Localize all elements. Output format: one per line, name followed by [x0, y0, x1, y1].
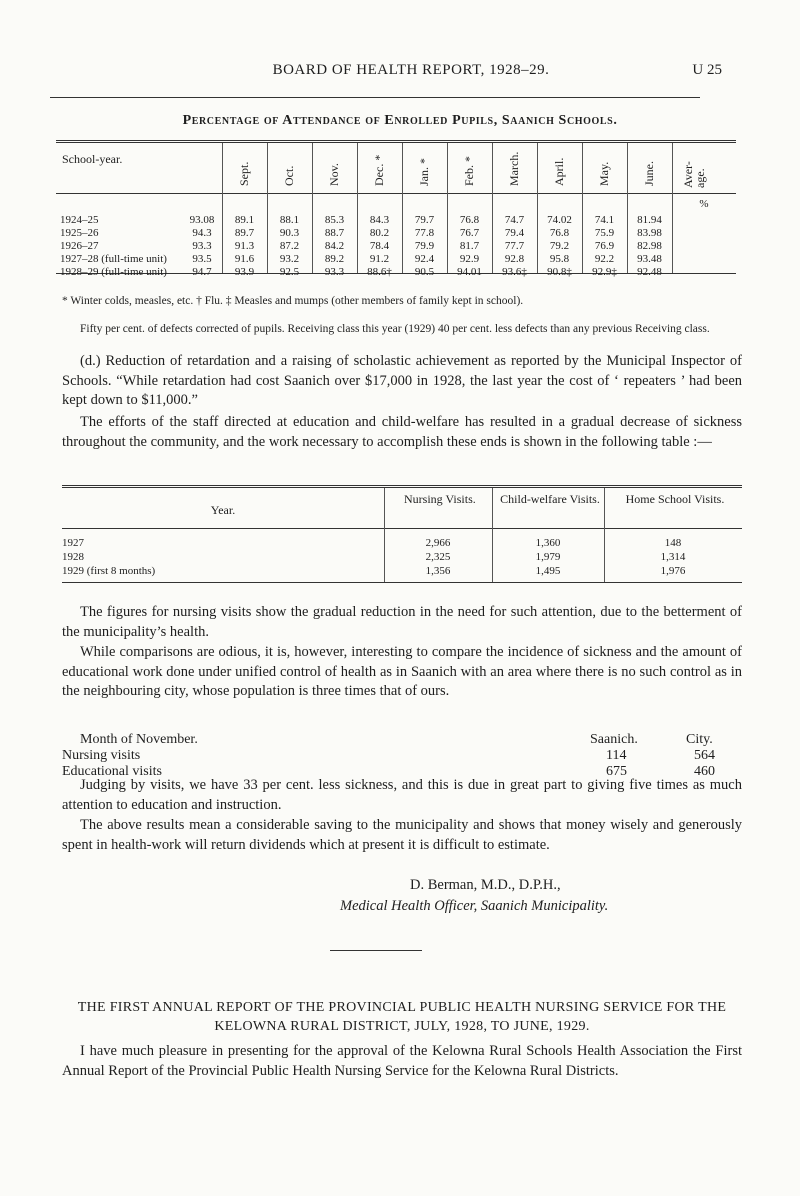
attendance-cell: 92.8 [504, 253, 525, 265]
attendance-cell: 88.6† [367, 266, 392, 278]
month-header: Dec. * [372, 154, 386, 186]
paragraph-results: The above results mean a considerable saving to the municipality and shows that money wisely and generously spent in health-work will return dividends which at present it is difficult to estimate. [62, 817, 742, 853]
page-header [100, 62, 722, 84]
visits-cell: 1,976 [660, 565, 686, 577]
visits-cell: 2,325 [425, 551, 451, 563]
attendance-cell: 93.2 [279, 253, 300, 265]
footnote-symbols: * Winter colds, measles, etc. † Flu. ‡ Measles and mumps (other members of family kept in school). [62, 295, 524, 307]
visits-table-header-rule [62, 528, 742, 529]
visits-year-header: Year. [210, 503, 236, 517]
attendance-cell: 92.9 [459, 253, 480, 265]
visits-cell: 1,495 [535, 565, 561, 577]
attendance-cell: 75.9 [594, 227, 615, 239]
next-section-body: I have much pleasure in presenting for the approval of the Kelowna Rural Schools Health Association the First Annual Report of the Provincial Public Health Nursing Service for the Kelowna Rural Districts. [62, 1043, 742, 1079]
attendance-table-title: Percentage of Attendance of Enrolled Pupils, Saanich Schools. [182, 113, 618, 128]
paragraph-sickness: Judging by visits, we have 33 per cent. less sickness, and this is due in great part to giving five times as much attention to education and instruction. [62, 777, 742, 813]
attendance-cell: 82.98 [637, 240, 662, 252]
nursing-visits-header: Nursing Visits. [404, 492, 476, 506]
attendance-cell: 91.3 [234, 240, 255, 252]
month-header: Sept. [237, 161, 251, 186]
visits-row-label: 1929 (first 8 months) [62, 565, 156, 577]
attendance-cell: 92.5 [279, 266, 300, 278]
month-header: Jan. * [417, 158, 431, 186]
comparison-row-label: Educational visits [62, 764, 162, 779]
paragraph-retardation: (d.) Reduction of retardation and a raising of scholastic achievement as reported by the Municipal Inspector of Schools. “While retardation had cost Saanich over $17,000 in 1928, the last year the cost of ‘ repeaters ’ had been kept down to $11,000.” [62, 353, 742, 408]
visits-row-label: 1928 [62, 551, 84, 563]
comparison-cell: 564 [694, 748, 715, 763]
attendance-cell: 88.1 [279, 214, 300, 226]
signature-title: Medical Health Officer, Saanich Municipality. [340, 898, 609, 914]
signature-name: D. Berman, M.D., D.P.H., [410, 877, 561, 893]
attendance-cell: 90.3 [279, 227, 300, 239]
attendance-cell: 92.48 [637, 266, 662, 278]
attendance-cell: 74.1 [594, 214, 615, 226]
city-header: City. [686, 732, 713, 747]
attendance-row-label: 1924–25 [60, 214, 99, 226]
visits-row-label: 1927 [62, 537, 84, 549]
attendance-cell: 90.8‡ [547, 266, 572, 278]
attendance-cell: 76.8 [459, 214, 480, 226]
month-header: May. [597, 161, 611, 186]
paragraph-nursing-figures: The figures for nursing visits show the gradual reduction in the need for such attention, due to the betterment of the municipality’s health. [62, 604, 742, 640]
footnote-defects: Fifty per cent. of defects corrected of pupils. Receiving class this year (1929) 40 per cent. less defects than any previous Receiving class. [80, 323, 710, 335]
attendance-row-label: 1927–28 (full-time unit) [60, 253, 167, 265]
attendance-cell: 93.3 [192, 240, 212, 252]
attendance-cell: 91.2 [369, 253, 390, 265]
attendance-cell: 89.1 [234, 214, 255, 226]
comparison-cell: 114 [606, 748, 627, 763]
attendance-cell: 84.2 [324, 240, 345, 252]
page-number: U 25 [692, 62, 722, 78]
attendance-cell: 81.94 [637, 214, 662, 226]
attendance-cell: 76.7 [459, 227, 480, 239]
comparison-cell: 460 [694, 764, 715, 779]
attendance-cell: 94.01 [457, 266, 482, 278]
attendance-cell: 94.3 [192, 227, 212, 239]
attendance-cell: 93.3 [324, 266, 345, 278]
attendance-cell: 94.7 [192, 266, 212, 278]
attendance-cell: 79.9 [414, 240, 435, 252]
attendance-cell: 76.9 [594, 240, 615, 252]
attendance-cell: 83.98 [637, 227, 662, 239]
visits-table-bottom-rule [62, 582, 742, 583]
visits-cell: 1,979 [535, 551, 561, 563]
average-header: Aver-age. [681, 161, 707, 188]
attendance-cell: 81.7 [459, 240, 480, 252]
attendance-cell: 79.7 [414, 214, 435, 226]
attendance-cell: 95.8 [549, 253, 570, 265]
visits-cell: 1,314 [660, 551, 686, 563]
comparison-cell: 675 [606, 764, 627, 779]
school-year-header: School-year. [62, 152, 123, 166]
comparison-row-label: Nursing visits [62, 748, 141, 763]
attendance-cell: 85.3 [324, 214, 345, 226]
month-header: June. [642, 161, 656, 186]
attendance-cell: 92.9‡ [592, 266, 617, 278]
percent-sign: % [699, 198, 709, 210]
attendance-row-label: 1925–26 [60, 227, 99, 239]
attendance-cell: 92.4 [414, 253, 435, 265]
attendance-cell: 76.8 [549, 227, 570, 239]
attendance-cell: 93.5 [192, 253, 212, 265]
attendance-cell: 77.7 [504, 240, 525, 252]
next-section-heading: THE FIRST ANNUAL REPORT OF THE PROVINCIAL PUBLIC HEALTH NURSING SERVICE FOR THE KELOWNA RURAL DISTRICT, JULY, 1928, TO JUNE, 1929. [77, 1000, 727, 1034]
visits-cell: 1,360 [535, 537, 561, 549]
paragraph-staff-efforts: The efforts of the staff directed at education and child-welfare has resulted in a gradual decrease of sickness throughout the community, and the work necessary to accomplish these ends is shown in the following table :— [62, 414, 742, 450]
attendance-cell: 79.4 [504, 227, 525, 239]
attendance-cell: 93.08 [189, 214, 215, 226]
attendance-cell: 74.7 [504, 214, 525, 226]
month-header: Oct. [282, 165, 296, 186]
month-header: April. [552, 157, 566, 186]
attendance-cell: 90.5 [414, 266, 435, 278]
month-header: Nov. [327, 163, 341, 186]
attendance-cell: 92.2 [594, 253, 615, 265]
visits-cell: 148 [664, 537, 682, 549]
attendance-cell: 77.8 [414, 227, 435, 239]
paragraph-comparisons: While comparisons are odious, it is, however, interesting to compare the incidence of sickness and the amount of educational work done under unified control of health as in Saanich with an area where there is no such control as in the neighbouring city, whose population is three times that of ours. [62, 644, 742, 699]
attendance-cell: 78.4 [369, 240, 390, 252]
child-welfare-visits-header: Child-welfare Visits. [500, 492, 600, 506]
visits-table-top-rule [62, 485, 742, 488]
attendance-cell: 87.2 [279, 240, 300, 252]
visits-cell: 1,356 [425, 565, 451, 577]
attendance-cell: 89.7 [234, 227, 255, 239]
attendance-row-label: 1926–27 [60, 240, 99, 252]
attendance-cell: 79.2 [549, 240, 570, 252]
attendance-cell: 89.2 [324, 253, 345, 265]
attendance-row-label: 1928–29 (full-time unit) [60, 266, 167, 278]
attendance-cell: 88.7 [324, 227, 345, 239]
attendance-cell: 93.48 [637, 253, 662, 265]
table-top-rule [56, 140, 736, 143]
month-header: Feb. * [462, 156, 476, 186]
section-divider [330, 950, 422, 951]
attendance-cell: 80.2 [369, 227, 390, 239]
attendance-cell: 84.3 [369, 214, 390, 226]
visits-cell: 2,966 [425, 537, 451, 549]
attendance-cell: 93.6‡ [502, 266, 527, 278]
home-school-visits-header: Home School Visits. [625, 492, 725, 506]
table-header-rule [56, 193, 736, 194]
month-label: Month of November. [80, 732, 198, 747]
attendance-cell: 91.6 [234, 253, 255, 265]
attendance-cell: 93.9 [234, 266, 255, 278]
attendance-cell: 74.02 [547, 214, 572, 226]
header-rule [50, 97, 700, 98]
month-header: March. [507, 151, 521, 186]
report-title: BOARD OF HEALTH REPORT, 1928–29. [272, 62, 550, 78]
saanich-header: Saanich. [590, 732, 638, 747]
